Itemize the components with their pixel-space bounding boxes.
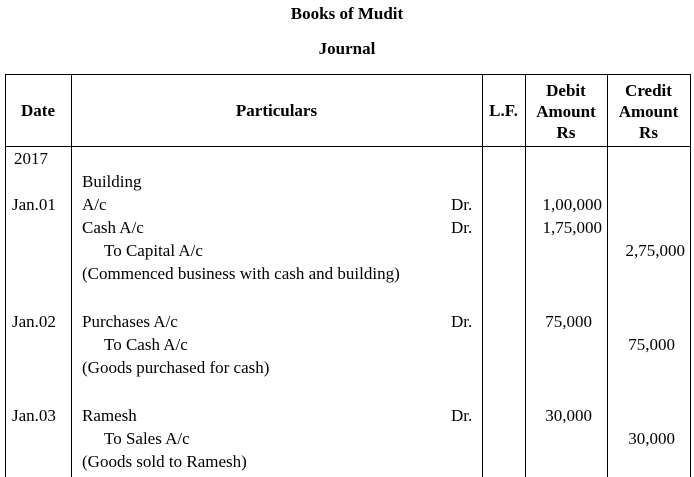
- debit-account: Ramesh: [82, 406, 137, 425]
- col-header-particulars: Particulars: [235, 100, 318, 120]
- narration: (Goods sold to Ramesh): [82, 452, 247, 471]
- journal-table: [5, 74, 691, 477]
- dr-marker: Dr.: [451, 312, 473, 331]
- entry-date: Jan.03: [12, 406, 56, 425]
- debit-line-3: Rs: [556, 122, 576, 142]
- debit-amount: 1,75,000: [542, 218, 602, 237]
- particulars-text: Building: [82, 172, 142, 191]
- debit-account: Purchases A/c: [82, 312, 178, 331]
- debit-line-1: Debit: [546, 80, 586, 100]
- narration: (Goods purchased for cash): [82, 358, 270, 377]
- dr-marker: Dr.: [451, 218, 473, 237]
- credit-line-2: Amount: [618, 101, 679, 121]
- book-title: Books of Mudit: [290, 4, 404, 23]
- credit-account: To Sales A/c: [104, 429, 190, 448]
- narration: (Commenced business with cash and building): [82, 264, 400, 283]
- entry-date: Jan.02: [12, 312, 56, 331]
- credit-amount: 75,000: [628, 335, 675, 354]
- debit-account: A/c: [82, 195, 107, 214]
- credit-line-3: Rs: [639, 122, 658, 142]
- credit-amount: 2,75,000: [625, 241, 685, 260]
- year-label: 2017: [14, 149, 48, 168]
- col-header-lf: L.F.: [489, 100, 518, 120]
- border-right: [690, 74, 691, 477]
- col-header-date: Date: [21, 100, 55, 120]
- debit-account: Cash A/c: [82, 218, 144, 237]
- dr-marker: Dr.: [451, 406, 473, 425]
- credit-line-1: Credit: [625, 80, 672, 100]
- header-divider: [5, 146, 691, 147]
- debit-line-2: Amount: [536, 101, 596, 121]
- debit-amount: 75,000: [545, 312, 592, 331]
- dr-marker: Dr.: [451, 195, 473, 214]
- debit-amount: 30,000: [545, 406, 592, 425]
- credit-account: To Cash A/c: [104, 335, 188, 354]
- credit-amount: 30,000: [628, 429, 675, 448]
- journal-title: Journal: [318, 39, 376, 58]
- credit-account: To Capital A/c: [104, 241, 203, 260]
- entry-date: Jan.01: [12, 195, 56, 214]
- col-header-credit: [607, 78, 690, 144]
- debit-amount: 1,00,000: [542, 195, 602, 214]
- col-header-debit: [525, 78, 607, 144]
